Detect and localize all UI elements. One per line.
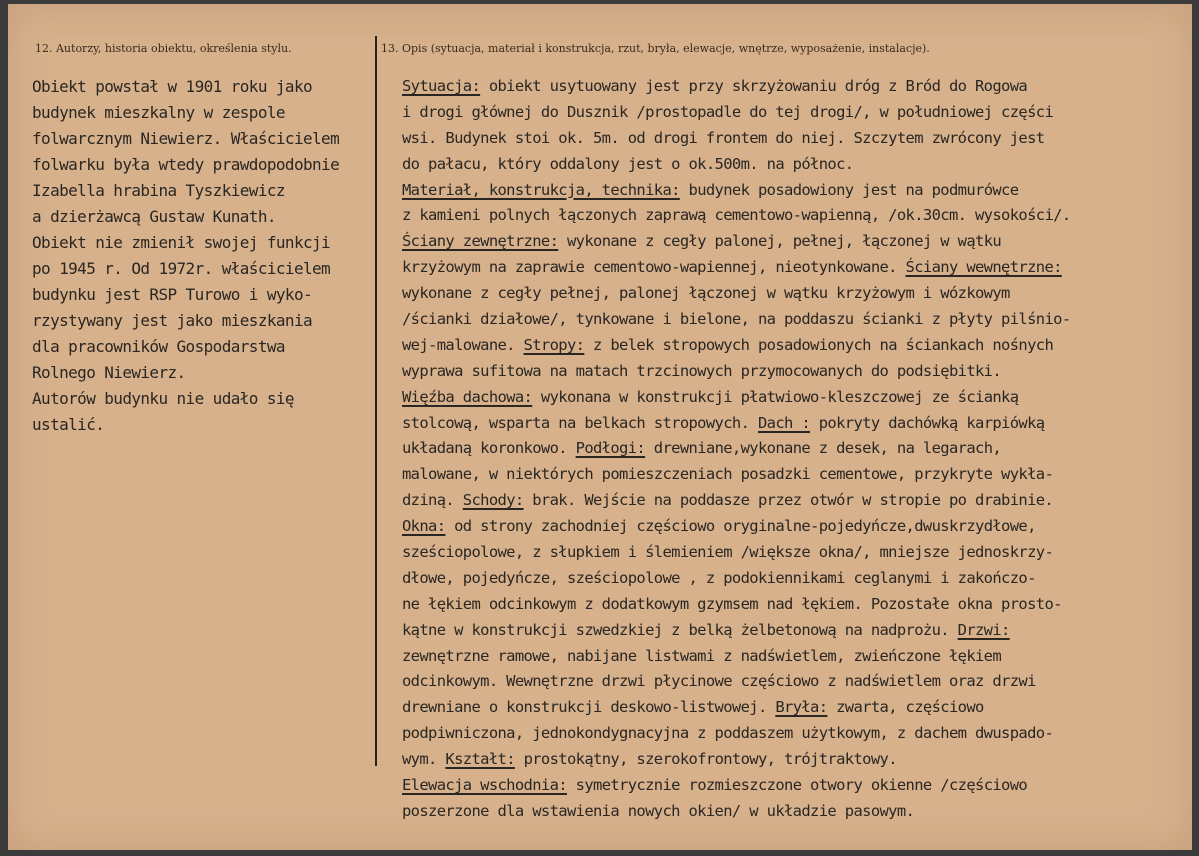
text-segment: zewnętrzne ramowe, nabijane listwami z nadświetlem, zwieńczone łękiem: [402, 646, 1002, 665]
description-text: [402, 74, 1071, 825]
text-line: [402, 773, 1071, 799]
text-segment: drewniane o konstrukcji deskowo-listwowej.: [402, 698, 776, 717]
text-segment: podpiwniczona, jednokondygnacyjna z poddaszem użytkowym, z dachem dwuspado-: [402, 724, 1054, 743]
text-line: rzystywany jest jako mieszkania: [32, 311, 313, 330]
text-line: Izabella hrabina Tyszkiewicz: [32, 181, 285, 200]
text-segment: i drogi głównej do Dusznik /prostopadle do tej drogi/, w południowej części: [402, 102, 1054, 121]
text-line: [402, 203, 1071, 229]
text-line: [402, 100, 1071, 126]
section-heading: Bryła:: [775, 698, 828, 717]
text-line: [402, 229, 1071, 255]
text-line: [402, 152, 1071, 178]
text-segment: z kamieni polnych łączonych zaprawą cementowo-wapienną, /ok.30cm. wysokości/.: [402, 206, 1071, 225]
section-heading: Elewacja wschodnia:: [402, 776, 567, 795]
text-line: [402, 359, 1071, 385]
text-line: Rolnego Niewierz.: [32, 363, 186, 382]
text-line: [402, 74, 1071, 100]
text-segment: prostokątny, szerokofrontowy, trójtraktowy.: [514, 750, 897, 769]
section-heading: Stropy:: [523, 335, 585, 354]
text-line: [402, 488, 1071, 514]
text-line: a dzierżawcą Gustaw Kunath.: [32, 207, 276, 226]
text-line: [402, 126, 1071, 152]
text-line: [402, 721, 1071, 747]
text-line: [402, 566, 1071, 592]
document-card: [8, 4, 1192, 850]
text-segment: dłowe, pojedyńcze, sześciopolowe , z podokiennikami ceglanymi i zakończo-: [402, 568, 1036, 587]
text-line: folwarcznym Niewierz. Właścicielem: [32, 129, 340, 148]
text-line: Autorów budynku nie udało się: [32, 389, 294, 408]
text-segment: wej-malowane.: [402, 335, 524, 354]
text-line: [402, 462, 1071, 488]
text-line: budynek mieszkalny w zespole: [32, 103, 285, 122]
text-segment: krzyżowym na zaprawie cementowo-wapiennej, nieotynkowane.: [402, 258, 906, 277]
text-segment: poszerzone dla wstawienia nowych okien/ w układzie pasowym.: [402, 801, 915, 820]
text-line: [402, 540, 1071, 566]
text-segment: od strony zachodniej częściowo oryginalne-pojedyńcze,dwuskrzydłowe,: [445, 517, 1036, 536]
text-line: [402, 695, 1071, 721]
text-line: [402, 307, 1071, 333]
text-line: [402, 747, 1071, 773]
text-segment: malowane, w niektórych pomieszczeniach posadzki cementowe, przykryte wykła-: [402, 465, 1054, 484]
text-line: [402, 514, 1071, 540]
text-line: ustalić.: [32, 415, 105, 434]
text-segment: symetrycznie rozmieszczone otwory okienne /częściowo: [566, 776, 1028, 795]
text-line: [402, 618, 1071, 644]
text-line: [402, 333, 1071, 359]
text-segment: ne łękiem odcinkowym z dodatkowym gzymsem nad łękiem. Pozostałe okna prosto-: [402, 594, 1062, 613]
text-line: [402, 644, 1071, 670]
text-line: [402, 436, 1071, 462]
text-line: Obiekt nie zmienił swojej funkcji: [32, 233, 331, 252]
text-segment: wykonane z cegły pełnej, palonej łączonej w wątku krzyżowym i wózkowym: [402, 284, 1010, 303]
text-segment: obiekt usytuowany jest przy skrzyżowaniu dróg z Bród do Rogowa: [480, 77, 1028, 95]
text-line: [402, 411, 1071, 437]
text-segment: zwarta, częściowo: [827, 698, 984, 717]
text-segment: wykonane z cegły palonej, pełnej, łączonej w wątku: [558, 232, 1002, 251]
left-column-header: 12. Autorzy, historia obiektu, określenia stylu.: [35, 42, 292, 55]
text-line: budynku jest RSP Turowo i wyko-: [32, 285, 313, 304]
text-segment: z belek stropowych posadowionych na ściankach nośnych: [584, 335, 1054, 354]
section-heading: Schody:: [462, 491, 524, 510]
section-heading: Ściany zewnętrzne:: [402, 232, 559, 251]
text-segment: wym.: [402, 750, 446, 769]
text-segment: drewniane,wykonane z desek, na legarach,: [645, 439, 1002, 458]
text-segment: odcinkowym. Wewnętrzne drzwi płycinowe częściowo z nadświetlem oraz drzwi: [402, 672, 1036, 691]
text-line: [402, 281, 1071, 307]
section-heading: Kształt:: [445, 750, 515, 769]
text-segment: brak. Wejście na poddasze przez otwór w stropie po drabinie.: [523, 491, 1054, 510]
section-heading: Materiał, konstrukcja, technika:: [402, 180, 680, 199]
text-line: [402, 799, 1071, 825]
text-line: dla pracowników Gospodarstwa: [32, 337, 285, 356]
authors-history-text: [32, 74, 339, 438]
text-segment: sześciopolowe, z słupkiem i ślemieniem /większe okna/, mniejsze jednoskrzy-: [402, 543, 1054, 562]
text-segment: pokryty dachówką karpiówką: [810, 413, 1045, 432]
text-line: [402, 592, 1071, 618]
section-heading: Drzwi:: [957, 620, 1010, 639]
section-heading: Podłogi:: [575, 439, 646, 458]
text-line: folwarku była wtedy prawdopodobnie: [32, 155, 340, 174]
text-segment: wykonana w konstrukcji płatwiowo-kleszczowej ze ścianką: [532, 387, 1019, 406]
column-divider: [375, 36, 377, 766]
text-segment: budynek posadowiony jest na podmurówce: [679, 180, 1019, 199]
text-line: po 1945 r. Od 1972r. właścicielem: [32, 259, 331, 278]
text-segment: /ścianki działowe/, tynkowane i bielone, na poddaszu ścianki z płyty pilśnio-: [402, 310, 1071, 329]
section-heading: Sytuacja:: [402, 77, 481, 95]
text-line: [402, 255, 1071, 281]
text-line: [402, 385, 1071, 411]
text-line: [402, 178, 1071, 204]
section-heading: Okna:: [402, 517, 446, 536]
section-heading: Ściany wewnętrzne:: [905, 258, 1062, 277]
text-segment: do pałacu, który oddalony jest o ok.500m. na północ.: [402, 154, 854, 173]
right-column-header: 13. Opis (sytuacja, materiał i konstrukcja, rzut, bryła, elewacje, wnętrze, wyposażenie, instalacje).: [381, 42, 930, 55]
text-segment: układaną koronkowo.: [402, 439, 576, 458]
text-segment: dziną.: [402, 491, 463, 510]
section-heading: Dach :: [757, 413, 811, 432]
text-segment: wyprawa sufitowa na matach trzcinowych przymocowanych do podsiębitki.: [402, 361, 1002, 380]
text-segment: kątne w konstrukcji szwedzkiej z belką żelbetonową na nadprożu.: [402, 620, 958, 639]
text-segment: stolcową, wsparta na belkach stropowych.: [402, 413, 758, 432]
section-heading: Więźba dachowa:: [402, 387, 533, 406]
text-line: Obiekt powstał w 1901 roku jako: [32, 77, 313, 96]
text-segment: wsi. Budynek stoi ok. 5m. od drogi frontem do niej. Szczytem zwrócony jest: [402, 128, 1045, 147]
text-line: [402, 669, 1071, 695]
